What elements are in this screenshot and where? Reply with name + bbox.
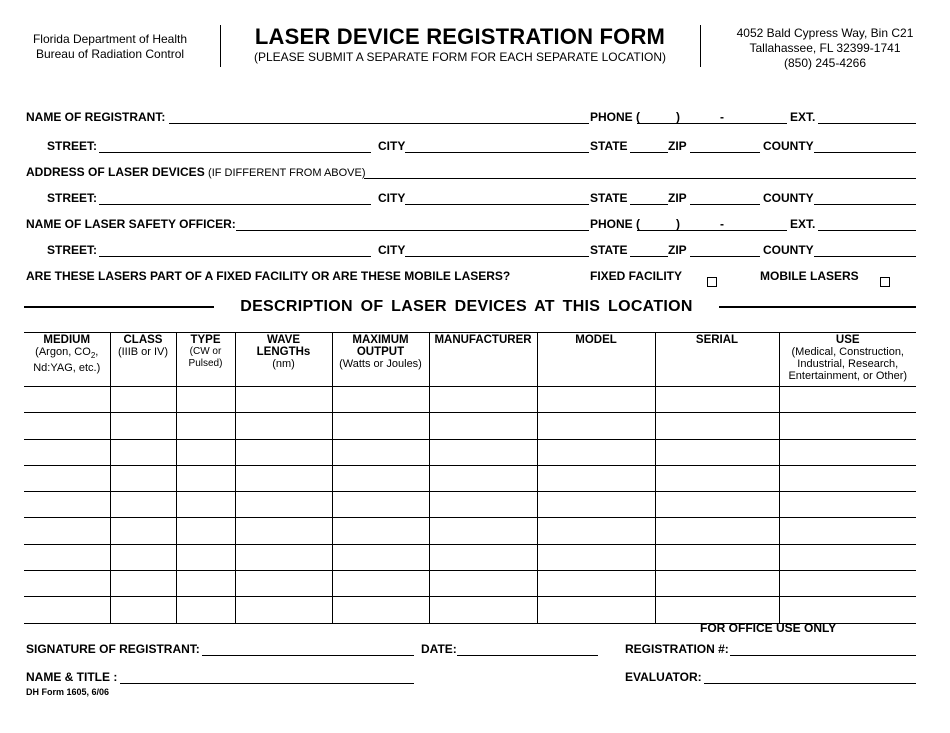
street-field-1[interactable] xyxy=(99,152,371,153)
county-label-2: COUNTY xyxy=(763,191,814,205)
table-cell[interactable] xyxy=(429,492,537,518)
mobile-lasers-checkbox[interactable] xyxy=(880,277,890,287)
street-label-2: STREET: xyxy=(47,191,98,205)
table-cell[interactable] xyxy=(332,465,429,491)
table-cell[interactable] xyxy=(429,387,537,413)
table-cell[interactable] xyxy=(24,518,110,544)
table-cell[interactable] xyxy=(537,518,655,544)
table-cell[interactable] xyxy=(24,465,110,491)
city-field-3[interactable] xyxy=(405,256,589,257)
table-cell[interactable] xyxy=(24,387,110,413)
table-cell[interactable] xyxy=(429,597,537,623)
city-label-3: CITY xyxy=(378,243,406,257)
table-cell[interactable] xyxy=(110,597,176,623)
form-subtitle: (PLEASE SUBMIT A SEPARATE FORM FOR EACH SEPARATE LOCATION) xyxy=(253,50,667,64)
signature-field[interactable] xyxy=(202,655,414,656)
table-cell[interactable] xyxy=(24,492,110,518)
street-field-2[interactable] xyxy=(99,204,371,205)
table-cell[interactable] xyxy=(110,413,176,439)
mobile-lasers-label: MOBILE LASERS xyxy=(760,269,859,283)
city-label-1: CITY xyxy=(378,139,406,153)
table-cell[interactable] xyxy=(655,413,779,439)
table-cell[interactable] xyxy=(176,492,235,518)
county-label-3: COUNTY xyxy=(763,243,814,257)
device-address-field[interactable] xyxy=(364,178,916,179)
table-cell[interactable] xyxy=(655,492,779,518)
table-cell[interactable] xyxy=(429,518,537,544)
table-row xyxy=(24,571,916,597)
table-cell[interactable] xyxy=(235,518,332,544)
office-use-label: FOR OFFICE USE ONLY xyxy=(700,621,837,635)
table-cell[interactable] xyxy=(429,571,537,597)
zip-label-3: ZIP xyxy=(668,243,687,257)
street-label-1: STREET: xyxy=(47,139,98,153)
registration-number-field[interactable] xyxy=(730,655,916,656)
table-cell[interactable] xyxy=(110,518,176,544)
table-cell[interactable] xyxy=(332,439,429,465)
table-cell[interactable] xyxy=(537,597,655,623)
registrant-phone-label: PHONE ( xyxy=(590,110,641,124)
form-title: LASER DEVICE REGISTRATION FORM xyxy=(254,24,666,49)
table-row xyxy=(24,518,916,544)
table-cell[interactable] xyxy=(332,413,429,439)
table-cell[interactable] xyxy=(176,518,235,544)
table-cell[interactable] xyxy=(176,413,235,439)
date-field[interactable] xyxy=(457,655,598,656)
table-cell[interactable] xyxy=(655,544,779,570)
zip-label-1: ZIP xyxy=(668,139,687,153)
state-field-1[interactable] xyxy=(630,152,668,153)
col-manufacturer: MANUFACTURER xyxy=(429,333,537,387)
fixed-facility-checkbox[interactable] xyxy=(707,277,717,287)
table-cell[interactable] xyxy=(332,492,429,518)
county-label-1: COUNTY xyxy=(763,139,814,153)
table-cell[interactable] xyxy=(537,439,655,465)
registration-number-label: REGISTRATION #: xyxy=(625,642,729,656)
table-header-row xyxy=(24,333,916,387)
table-cell[interactable] xyxy=(537,387,655,413)
table-cell[interactable] xyxy=(235,544,332,570)
table-cell[interactable] xyxy=(537,544,655,570)
table-cell[interactable] xyxy=(24,544,110,570)
table-cell[interactable] xyxy=(176,387,235,413)
registrant-phone-close: ) xyxy=(676,110,680,124)
table-cell[interactable] xyxy=(235,492,332,518)
table-cell[interactable] xyxy=(655,571,779,597)
state-field-3[interactable] xyxy=(630,256,668,257)
table-cell[interactable] xyxy=(655,439,779,465)
col-medium: MEDIUM (Argon, $CO_2$, Nd:YAG, etc.) xyxy=(24,333,110,387)
description-rule-left xyxy=(24,306,214,308)
table-cell[interactable] xyxy=(655,518,779,544)
table-row xyxy=(24,465,916,491)
table-row xyxy=(24,413,916,439)
table-cell[interactable] xyxy=(332,597,429,623)
table-cell[interactable] xyxy=(235,387,332,413)
registrant-phone-field[interactable] xyxy=(637,123,787,124)
zip-field-3[interactable] xyxy=(690,256,760,257)
device-address-label: ADDRESS OF LASER DEVICES (IF DIFFERENT FROM ABOVE) xyxy=(26,165,366,179)
table-cell[interactable] xyxy=(332,387,429,413)
county-field-1[interactable] xyxy=(814,152,916,153)
table-cell[interactable] xyxy=(537,571,655,597)
table-cell[interactable] xyxy=(235,465,332,491)
table-cell[interactable] xyxy=(110,465,176,491)
table-cell[interactable] xyxy=(24,413,110,439)
address-line-1: 4052 Bald Cypress Way, Bin C21 xyxy=(736,26,914,40)
registrant-ext-field[interactable] xyxy=(818,123,916,124)
table-cell[interactable] xyxy=(537,465,655,491)
safety-officer-label: NAME OF LASER SAFETY OFFICER: xyxy=(26,217,236,231)
table-cell[interactable] xyxy=(779,413,916,439)
safety-officer-field[interactable] xyxy=(236,230,589,231)
table-cell[interactable] xyxy=(779,571,916,597)
evaluator-label: EVALUATOR: xyxy=(625,670,702,684)
county-field-3[interactable] xyxy=(814,256,916,257)
table-cell[interactable] xyxy=(429,413,537,439)
state-field-2[interactable] xyxy=(630,204,668,205)
registrant-name-label: NAME OF REGISTRANT: xyxy=(26,110,166,124)
table-cell[interactable] xyxy=(24,571,110,597)
table-cell[interactable] xyxy=(779,544,916,570)
laser-devices-table xyxy=(24,332,916,624)
city-field-1[interactable] xyxy=(405,152,589,153)
table-cell[interactable] xyxy=(429,439,537,465)
table-cell[interactable] xyxy=(429,544,537,570)
table-cell[interactable] xyxy=(779,465,916,491)
table-row xyxy=(24,597,916,623)
signature-label: SIGNATURE OF REGISTRANT: xyxy=(26,642,200,656)
table-cell[interactable] xyxy=(110,492,176,518)
header-divider-left xyxy=(220,25,221,67)
table-cell[interactable] xyxy=(655,597,779,623)
table-row xyxy=(24,492,916,518)
table-cell[interactable] xyxy=(110,439,176,465)
zip-label-2: ZIP xyxy=(668,191,687,205)
table-cell[interactable] xyxy=(110,544,176,570)
table-cell[interactable] xyxy=(779,518,916,544)
table-row xyxy=(24,387,916,413)
state-label-1: STATE xyxy=(590,139,628,153)
officer-ext-field[interactable] xyxy=(818,230,916,231)
table-row xyxy=(24,439,916,465)
officer-ext-label: EXT. xyxy=(790,217,816,231)
table-cell[interactable] xyxy=(779,439,916,465)
officer-phone-close: ) xyxy=(676,217,680,231)
street-field-3[interactable] xyxy=(99,256,371,257)
name-title-label: NAME & TITLE : xyxy=(26,670,118,684)
description-heading: DESCRIPTION OF LASER DEVICES AT THIS LOCATION xyxy=(240,298,693,315)
table-cell[interactable] xyxy=(235,413,332,439)
table-cell[interactable] xyxy=(655,387,779,413)
table-cell[interactable] xyxy=(235,571,332,597)
table-cell[interactable] xyxy=(655,465,779,491)
agency-block xyxy=(0,32,220,62)
col-max-output: MAXIMUM OUTPUT (Watts or Joules) xyxy=(332,333,429,387)
table-cell[interactable] xyxy=(537,413,655,439)
table-row xyxy=(24,544,916,570)
table-cell[interactable] xyxy=(110,387,176,413)
form-id: DH Form 1605, 6/06 xyxy=(26,687,110,697)
table-cell[interactable] xyxy=(176,465,235,491)
table-cell[interactable] xyxy=(332,544,429,570)
state-label-3: STATE xyxy=(590,243,628,257)
table-cell[interactable] xyxy=(176,571,235,597)
table-cell[interactable] xyxy=(779,492,916,518)
table-cell[interactable] xyxy=(24,597,110,623)
evaluator-field[interactable] xyxy=(704,683,916,684)
table-cell[interactable] xyxy=(537,492,655,518)
col-use: USE (Medical, Construction, Industrial, Research, Entertainment, or Other) xyxy=(779,333,916,387)
city-label-2: CITY xyxy=(378,191,406,205)
registrant-ext-label: EXT. xyxy=(790,110,816,124)
address-line-2: Tallahassee, FL 32399-1741 xyxy=(749,41,901,55)
agency-line-1: Florida Department of Health xyxy=(32,32,188,46)
county-field-2[interactable] xyxy=(814,204,916,205)
name-title-field[interactable] xyxy=(120,683,414,684)
table-cell[interactable] xyxy=(176,544,235,570)
table-cell[interactable] xyxy=(24,439,110,465)
table-cell[interactable] xyxy=(110,571,176,597)
table-cell[interactable] xyxy=(779,387,916,413)
description-rule-right xyxy=(719,306,916,308)
street-label-3: STREET: xyxy=(47,243,98,257)
col-wavelengths: WAVE LENGTHs (nm) xyxy=(235,333,332,387)
table-cell[interactable] xyxy=(332,571,429,597)
address-line-3: (850) 245-4266 xyxy=(783,56,867,70)
registrant-name-field[interactable] xyxy=(169,123,589,124)
zip-field-2[interactable] xyxy=(690,204,760,205)
facility-question: ARE THESE LASERS PART OF A FIXED FACILITY OR ARE THESE MOBILE LASERS? xyxy=(26,269,511,283)
table-cell[interactable] xyxy=(779,597,916,623)
col-serial: SERIAL xyxy=(655,333,779,387)
zip-field-1[interactable] xyxy=(690,152,760,153)
bureau-address xyxy=(700,26,950,71)
officer-phone-dash: - xyxy=(720,217,724,231)
officer-phone-label: PHONE ( xyxy=(590,217,641,231)
officer-phone-field[interactable] xyxy=(637,230,787,231)
col-class: CLASS (IIIB or IV) xyxy=(110,333,176,387)
fixed-facility-label: FIXED FACILITY xyxy=(590,269,683,283)
table-cell[interactable] xyxy=(176,439,235,465)
table-cell[interactable] xyxy=(235,439,332,465)
registrant-phone-dash: - xyxy=(720,110,724,124)
state-label-2: STATE xyxy=(590,191,628,205)
date-label: DATE: xyxy=(421,642,457,656)
col-type: TYPE (CW or Pulsed) xyxy=(176,333,235,387)
col-model: MODEL xyxy=(537,333,655,387)
table-cell[interactable] xyxy=(332,518,429,544)
table-cell[interactable] xyxy=(235,597,332,623)
agency-line-2: Bureau of Radiation Control xyxy=(35,47,185,61)
table-cell[interactable] xyxy=(176,597,235,623)
table-cell[interactable] xyxy=(429,465,537,491)
city-field-2[interactable] xyxy=(405,204,589,205)
